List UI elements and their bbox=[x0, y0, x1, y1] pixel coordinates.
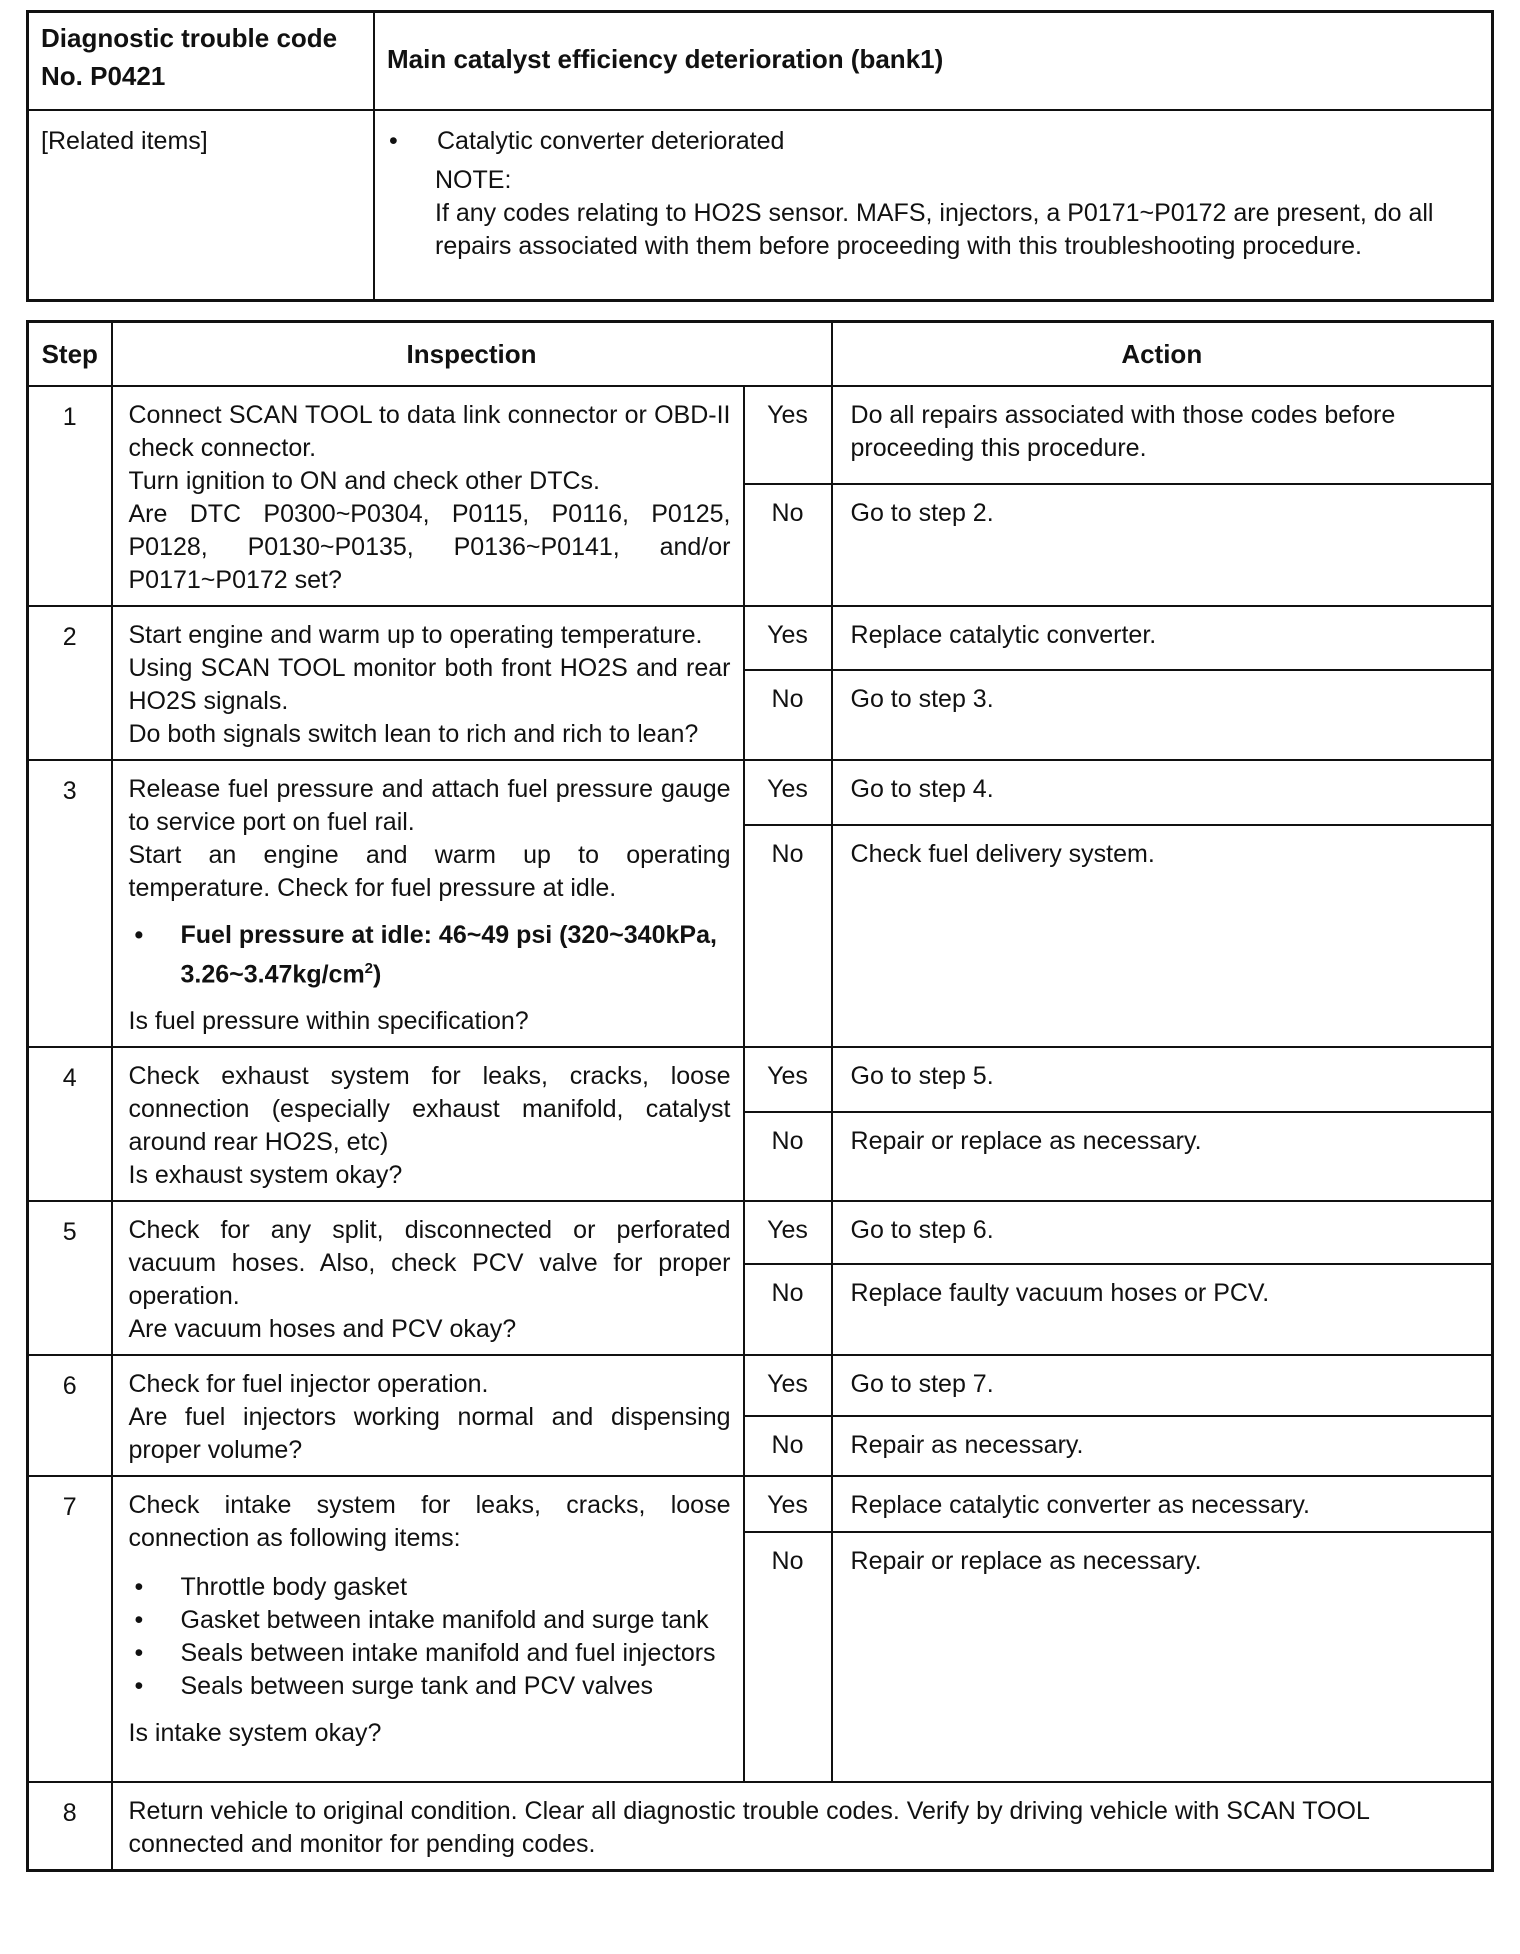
inspection-line: Release fuel pressure and attach fuel pressure gauge to service port on fuel rail. bbox=[128, 775, 731, 836]
inspection-question: Is fuel pressure within specification? bbox=[128, 1007, 529, 1036]
yes-label: Yes bbox=[744, 1047, 832, 1111]
dtc-title-cell bbox=[374, 12, 1493, 111]
step-number: 6 bbox=[28, 1355, 112, 1476]
no-label: No bbox=[744, 825, 832, 1047]
spec-close: ) bbox=[373, 960, 382, 989]
no-action: Repair or replace as necessary. bbox=[832, 1112, 1493, 1202]
inspection-cell bbox=[112, 1047, 744, 1201]
dtc-code-cell bbox=[28, 12, 375, 111]
list-item bbox=[129, 1571, 731, 1604]
inspection-cell bbox=[112, 760, 744, 1047]
yes-label: Yes bbox=[744, 1355, 832, 1416]
note-label: NOTE: bbox=[435, 166, 512, 194]
inspection-line: Check for any split, disconnected or perforated vacuum hoses. Also, check PCV valve for proper operation. bbox=[128, 1216, 731, 1311]
inspection-line: Connect SCAN TOOL to data link connector or OBD-II check connector. bbox=[128, 401, 731, 462]
step-number: 3 bbox=[28, 760, 112, 1047]
step-number: 4 bbox=[28, 1047, 112, 1201]
no-action: Check fuel delivery system. bbox=[832, 825, 1493, 1047]
dtc-code-label: Diagnostic trouble code bbox=[41, 23, 338, 53]
no-action: Repair as necessary. bbox=[832, 1416, 1493, 1477]
yes-action: Go to step 7. bbox=[832, 1355, 1493, 1416]
step-column-header: Step bbox=[28, 322, 112, 387]
bullet-icon: • bbox=[134, 1639, 144, 1668]
list-item bbox=[129, 1670, 731, 1703]
table-row bbox=[28, 1782, 1493, 1871]
list-item bbox=[129, 1637, 731, 1670]
yes-label: Yes bbox=[744, 386, 832, 484]
inspection-line: Is exhaust system okay? bbox=[128, 1161, 403, 1190]
spec-line: 3.26~3.47kg/cm bbox=[180, 960, 365, 989]
yes-label: Yes bbox=[744, 606, 832, 670]
table-row bbox=[28, 386, 1493, 484]
no-label: No bbox=[744, 1264, 832, 1356]
action-column-header: Action bbox=[832, 322, 1493, 387]
table-header-row bbox=[28, 322, 1493, 387]
list-item-text: Gasket between intake manifold and surge tank bbox=[180, 1606, 709, 1635]
yes-label: Yes bbox=[744, 1476, 832, 1532]
step-number: 8 bbox=[28, 1782, 112, 1871]
no-label: No bbox=[744, 484, 832, 606]
inspection-line: Start engine and warm up to operating temperature. bbox=[128, 621, 703, 649]
yes-label: Yes bbox=[744, 1201, 832, 1263]
yes-action: Go to step 4. bbox=[832, 760, 1493, 825]
inspection-line: Check for fuel injector operation. bbox=[128, 1370, 489, 1399]
inspection-cell bbox=[112, 1476, 744, 1782]
inspection-cell bbox=[112, 606, 744, 760]
table-row bbox=[28, 760, 1493, 825]
yes-action: Do all repairs associated with those codes before proceeding this procedure. bbox=[832, 386, 1493, 484]
procedure-page bbox=[26, 10, 1494, 1872]
step-number: 2 bbox=[28, 606, 112, 760]
yes-action: Go to step 5. bbox=[832, 1047, 1493, 1111]
inspection-column-header: Inspection bbox=[112, 322, 832, 387]
no-label: No bbox=[744, 1532, 832, 1782]
inspection-line: Do both signals switch lean to rich and rich to lean? bbox=[128, 720, 699, 748]
yes-action: Go to step 6. bbox=[832, 1201, 1493, 1263]
troubleshooting-table bbox=[26, 320, 1494, 1872]
yes-action: Replace catalytic converter as necessary. bbox=[832, 1476, 1493, 1532]
dtc-title: Main catalyst efficiency deterioration (bank1) bbox=[387, 44, 944, 74]
table-row bbox=[28, 1047, 1493, 1111]
no-label: No bbox=[744, 1112, 832, 1202]
table-row bbox=[28, 606, 1493, 670]
list-item-text: Seals between surge tank and PCV valves bbox=[180, 1672, 653, 1701]
spec-line: Fuel pressure at idle: 46~49 psi (320~340kPa, bbox=[180, 921, 717, 949]
related-items-cell bbox=[374, 110, 1493, 301]
inspection-line: Start an engine and warm up to operating temperature. Check for fuel pressure at idle. bbox=[128, 841, 731, 902]
list-item bbox=[129, 1604, 731, 1637]
related-items-label: [Related items] bbox=[28, 110, 375, 301]
bullet-icon: • bbox=[134, 921, 144, 949]
bullet-icon: • bbox=[134, 1672, 144, 1701]
no-action: Go to step 3. bbox=[832, 670, 1493, 760]
table-row bbox=[28, 1355, 1493, 1416]
dtc-header-table bbox=[26, 10, 1494, 302]
bullet-icon: • bbox=[389, 127, 398, 155]
table-row bbox=[28, 1201, 1493, 1263]
inspection-line: Check intake system for leaks, cracks, loose connection as following items: bbox=[128, 1491, 731, 1553]
inspection-cell bbox=[112, 386, 744, 606]
inspection-line: Turn ignition to ON and check other DTCs. bbox=[128, 467, 600, 495]
no-action: Replace faulty vacuum hoses or PCV. bbox=[832, 1264, 1493, 1356]
note-text: If any codes relating to HO2S sensor. MAFS, injectors, a P0171~P0172 are present, do all repairs associated with them before proceeding with this troubleshooting procedure. bbox=[435, 199, 1434, 260]
inspection-question: Is intake system okay? bbox=[128, 1719, 382, 1748]
yes-label: Yes bbox=[744, 760, 832, 825]
no-label: No bbox=[744, 1416, 832, 1477]
table-row bbox=[28, 1476, 1493, 1532]
note-block bbox=[435, 164, 1479, 263]
step-number: 7 bbox=[28, 1476, 112, 1782]
fuel-pressure-spec bbox=[129, 919, 731, 991]
inspection-line: Using SCAN TOOL monitor both front HO2S and rear HO2S signals. bbox=[128, 654, 731, 715]
list-item-text: Seals between intake manifold and fuel injectors bbox=[180, 1639, 716, 1668]
intake-check-list bbox=[129, 1571, 731, 1703]
bullet-icon: • bbox=[134, 1573, 144, 1602]
bullet-icon: • bbox=[134, 1606, 144, 1635]
yes-action: Replace catalytic converter. bbox=[832, 606, 1493, 670]
inspection-line: Check exhaust system for leaks, cracks, loose connection (especially exhaust manifold, catalyst around rear HO2S, etc) bbox=[128, 1062, 731, 1157]
spec-superscript: 2 bbox=[364, 960, 374, 977]
final-step-text: Return vehicle to original condition. Clear all diagnostic trouble codes. Verify by driving vehicle with SCAN TOOL connected and monitor for pending codes. bbox=[112, 1782, 1493, 1871]
inspection-cell bbox=[112, 1355, 744, 1476]
no-action: Repair or replace as necessary. bbox=[832, 1532, 1493, 1782]
list-item-text: Throttle body gasket bbox=[180, 1573, 408, 1602]
no-action: Go to step 2. bbox=[832, 484, 1493, 606]
related-item: Catalytic converter deteriorated bbox=[437, 127, 785, 155]
dtc-code-number: No. P0421 bbox=[41, 61, 166, 91]
step-number: 1 bbox=[28, 386, 112, 606]
inspection-line: Are vacuum hoses and PCV okay? bbox=[128, 1315, 517, 1344]
no-label: No bbox=[744, 670, 832, 760]
inspection-cell bbox=[112, 1201, 744, 1355]
inspection-line: Are DTC P0300~P0304, P0115, P0116, P0125, P0128, P0130~P0135, P0136~P0141, and/or P0171~P0172 set? bbox=[128, 500, 731, 594]
inspection-line: Are fuel injectors working normal and dispensing proper volume? bbox=[128, 1403, 731, 1465]
step-number: 5 bbox=[28, 1201, 112, 1355]
